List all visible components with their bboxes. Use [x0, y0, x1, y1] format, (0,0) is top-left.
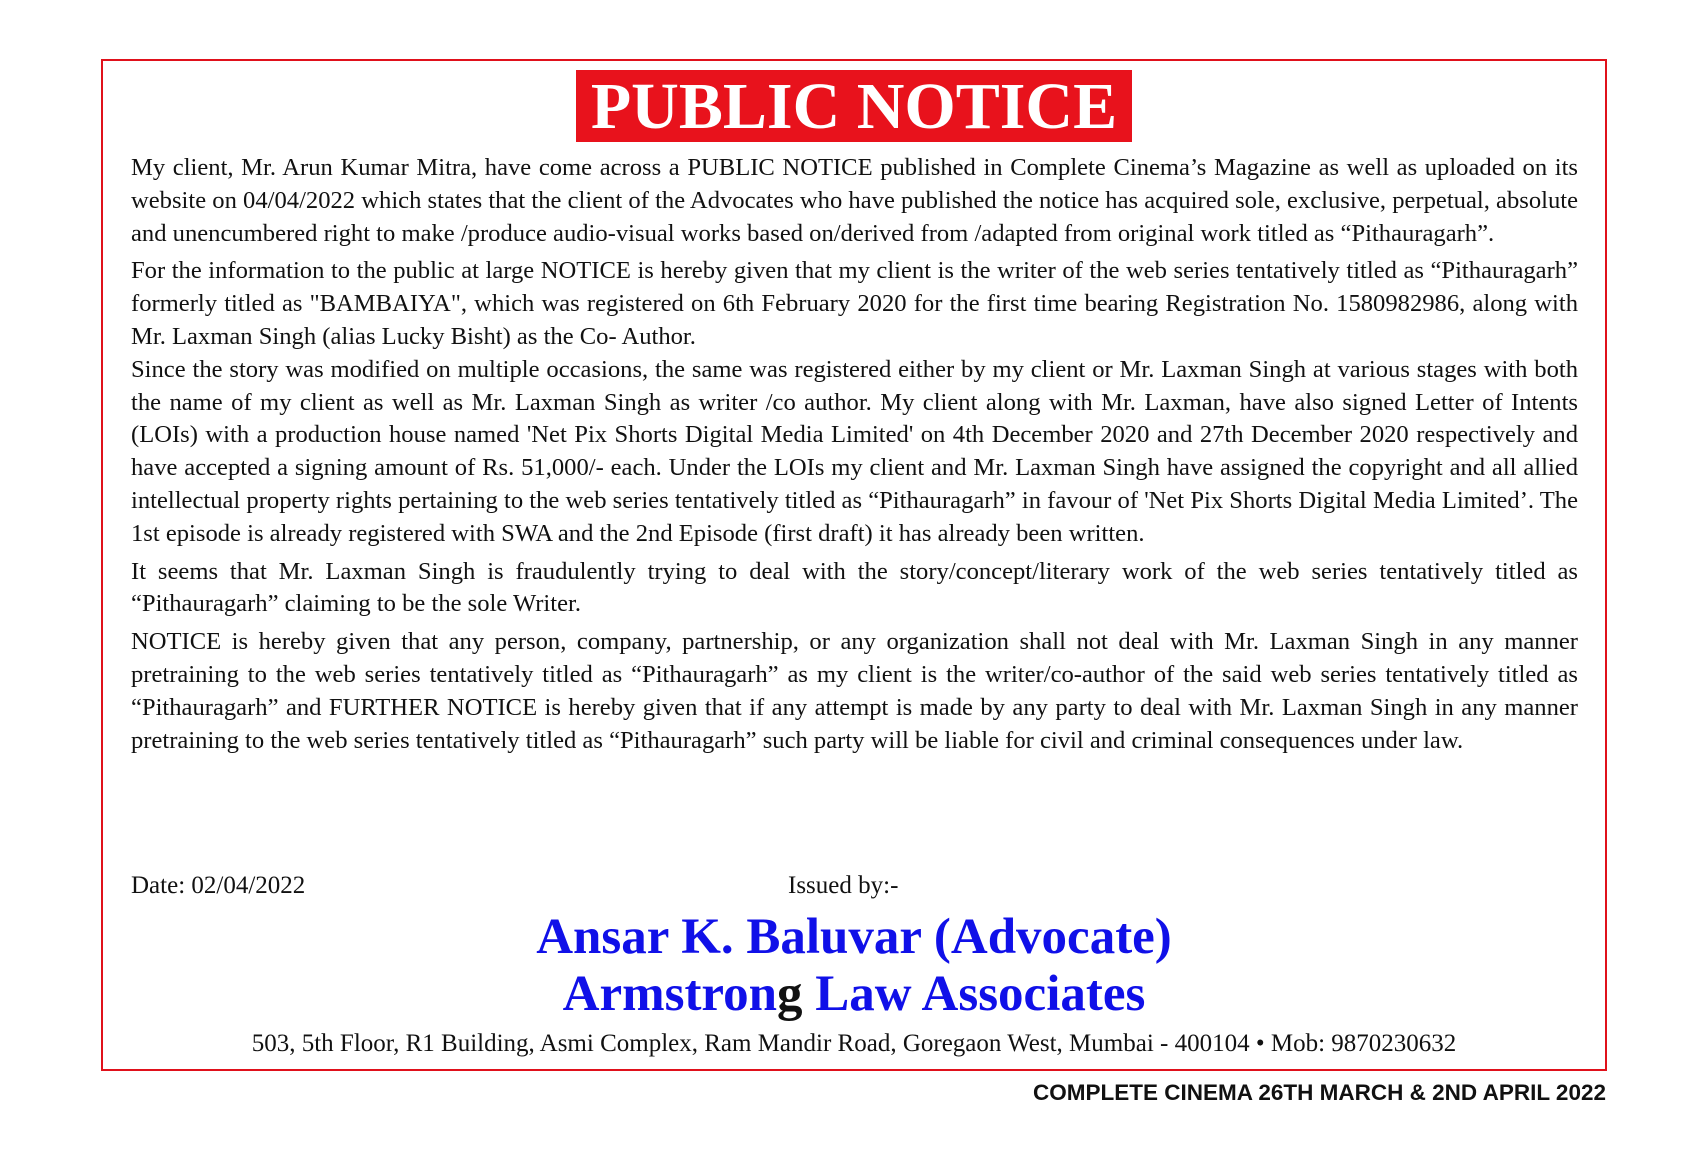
notice-date: Date: 02/04/2022 — [131, 872, 306, 899]
firm-name-part-1: Armstron — [562, 966, 777, 1022]
notice-body — [131, 152, 1578, 757]
publication-footer: COMPLETE CINEMA 26TH MARCH & 2ND APRIL 2022 — [1032, 1080, 1606, 1105]
firm-name — [101, 963, 1607, 1025]
firm-name-part-2: g — [777, 966, 803, 1022]
advocate-name: Ansar K. Baluvar (Advocate) — [536, 909, 1172, 965]
paragraph-3: Since the story was modified on multiple occasions, the same was registered either by my client or Mr. Laxman Singh at various stages with both the name of my client as well as Mr. Laxman Singh as writer /co author. My client along with Mr. Laxman, have also signed Letter of Intents (LOIs) with a production house named 'Net Pix Shorts Digital Media Limited' on 4th December 2020 and 27th December 2020 respectively and have accepted a signing amount of Rs. 51,000/- each. Under the LOIs my client and Mr. Laxman Singh have assigned the copyright and all allied intellectual property rights pertaining to the web series tentatively titled as “Pithauragarh” in favour of 'Net Pix Shorts Digital Media Limited’. The 1st episode is already registered with SWA and the 2nd Episode (first draft) it has already been written. — [131, 355, 1578, 547]
issued-by-label: Issued by:- — [788, 872, 899, 899]
notice-title: PUBLIC NOTICE — [576, 70, 1132, 142]
paragraph-4: It seems that Mr. Laxman Singh is fraudulently trying to deal with the story/concept/literary work of the web series tentatively titled as “Pithauragarh” claiming to be the sole Writer. — [131, 557, 1578, 618]
paragraph-5: NOTICE is hereby given that any person, company, partnership, or any organization shall not deal with Mr. Laxman Singh in any manner pretraining to the web series tentatively titled as “Pithauragarh” as my client is the writer/co-author of the said web series tentatively titled as “Pithauragarh” and FURTHER NOTICE is hereby given that if any attempt is made by any party to deal with Mr. Laxman Singh in any manner pretraining to the web series tentatively titled as “Pithauragarh” such party will be liable for civil and criminal consequences under law. — [131, 628, 1578, 754]
paragraph-1: My client, Mr. Arun Kumar Mitra, have come across a PUBLIC NOTICE published in Complete Cinema’s Magazine as well as uploaded on its website on 04/04/2022 which states that the client of the Advocates who have published the notice has acquired sole, exclusive, perpetual, absolute and unencumbered right to make /produce audio-visual works based on/derived from /adapted from original work titled as “Pithauragarh”. — [131, 154, 1578, 247]
firm-name-part-3: Law Associates — [802, 966, 1146, 1022]
paragraph-2: For the information to the public at large NOTICE is hereby given that my client is the writer of the web series tentatively titled as “Pithauragarh” formerly titled as "BAMBAIYA", which was registered on 6th February 2020 for the first time bearing Registration No. 1580982986, along with Mr. Laxman Singh (alias Lucky Bisht) as the Co- Author. — [131, 257, 1578, 350]
firm-address: 503, 5th Floor, R1 Building, Asmi Complex, Ram Mandir Road, Goregaon West, Mumbai - 400104 • Mob: 9870230632 — [251, 1030, 1457, 1057]
